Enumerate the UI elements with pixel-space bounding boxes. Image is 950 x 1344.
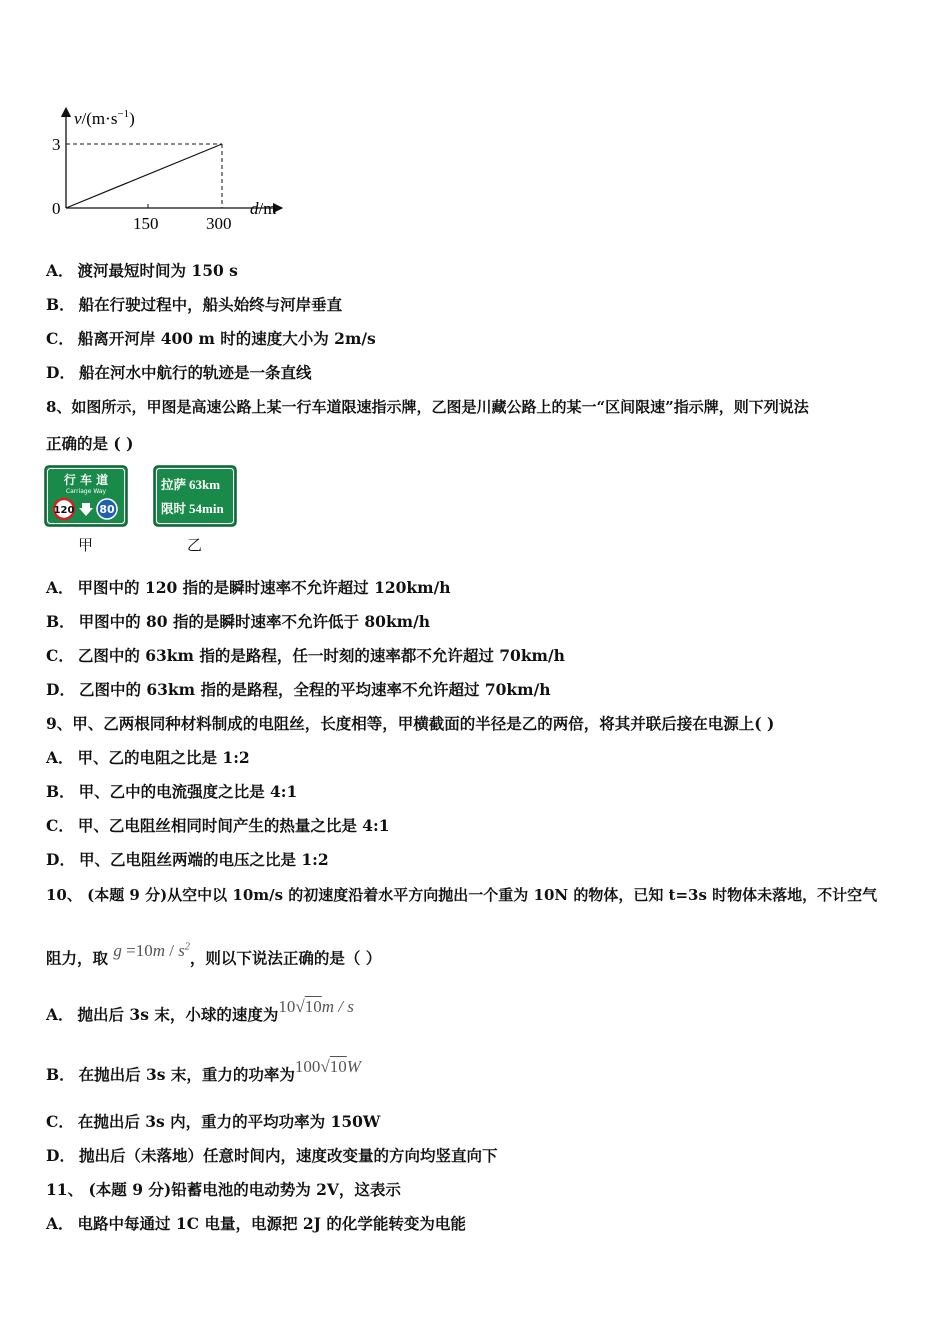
q9-option-b: B． 甲、乙中的电流强度之比是 4:1: [46, 782, 298, 801]
q8-option-a: A． 甲图中的 120 指的是瞬时速率不允许超过 120km/h: [46, 578, 451, 597]
q8-option-c: C． 乙图中的 63km 指的是路程，任一时刻的速率都不允许超过 70km/h: [46, 646, 565, 665]
x-tick-label-150: 150: [133, 214, 159, 233]
q10-option-a: A． 抛出后 3s 末，小球的速度为10√10m / s: [46, 997, 354, 1024]
q11-stem: 11、 (本题 9 分)铅蓄电池的电动势为 2V，这表示: [46, 1180, 401, 1199]
q7-option-a: A． 渡河最短时间为 150 s: [46, 261, 238, 280]
sign-yi-row1: 拉萨 63km: [161, 477, 221, 492]
q9-option-d: D． 甲、乙电阻丝两端的电压之比是 1:2: [46, 850, 329, 869]
sign-yi-row2: 限时 54min: [161, 501, 224, 516]
q10-option-d: D． 抛出后（未落地）任意时间内，速度改变量的方向均竖直向下: [46, 1146, 498, 1165]
q8-option-b: B． 甲图中的 80 指的是瞬时速率不允许低于 80km/h: [46, 612, 431, 631]
data-line: [66, 144, 222, 208]
q10-option-c: C． 在抛出后 3s 内，重力的平均功率为 150W: [46, 1112, 381, 1131]
origin-label: 0: [52, 199, 61, 218]
x-axis-label: d/m: [250, 199, 277, 218]
min-speed-label: 80: [99, 503, 115, 516]
q7-option-c: C． 船离开河岸 400 m 时的速度大小为 2m/s: [46, 329, 376, 348]
g-formula: $g =10m / s^2$: [113, 940, 190, 960]
q9-option-a: A． 甲、乙的电阻之比是 1:2: [46, 748, 250, 767]
q11-option-a: A． 电路中每通过 1C 电量，电源把 2J 的化学能转变为电能: [46, 1214, 466, 1233]
q10-option-b: B． 在抛出后 3s 末，重力的功率为100√10W: [46, 1057, 361, 1084]
q10-stem-line2: 阻力，取 $g =10m / s^2$，则以下说法正确的是（ ）: [46, 940, 382, 968]
sign-jia-title: 行 车 道: [63, 473, 109, 487]
y-axis-label: $v/(m\cdot s^{-1})$: [74, 108, 135, 128]
sign-yi-caption: 乙: [187, 536, 203, 554]
y-tick-label-3: 3: [52, 135, 61, 154]
q8-stem-line1: 8、如图所示，甲图是高速公路上某一行车道限速指示牌，乙图是川藏公路上的某一“区间限速”指示牌，则下列说法: [46, 398, 809, 416]
q9-option-c: C． 甲、乙电阻丝相同时间产生的热量之比是 4:1: [46, 816, 390, 835]
velocity-formula: 10√10m / s: [278, 997, 354, 1016]
x-tick-label-300: 300: [206, 214, 232, 233]
q9-stem: 9、甲、乙两根同种材料制成的电阻丝，长度相等，甲横截面的半径是乙的两倍，将其并联后接在电源上( ): [46, 714, 775, 733]
power-formula: 100√10W: [294, 1057, 361, 1076]
q7-option-b: B． 船在行驶过程中，船头始终与河岸垂直: [46, 295, 343, 314]
sign-jia-caption: 甲: [78, 536, 94, 554]
q7-option-d: D． 船在河水中航行的轨迹是一条直线: [46, 363, 312, 382]
sign-jia: [44, 465, 128, 527]
sign-yi: [153, 465, 237, 527]
max-speed-label: 120: [53, 505, 75, 516]
q8-stem-line2: 正确的是 ( ): [46, 434, 134, 453]
q8-option-d: D． 乙图中的 63km 指的是路程，全程的平均速率不允许超过 70km/h: [46, 680, 551, 699]
q10-stem-line1: 10、 (本题 9 分)从空中以 10m/s 的初速度沿着水平方向抛出一个重为 10N 的物体，已知 t=3s 时物体未落地，不计空气: [46, 886, 878, 904]
sign-jia-subtitle: Carriage Way: [65, 488, 107, 495]
velocity-distance-graph: [40, 100, 340, 240]
